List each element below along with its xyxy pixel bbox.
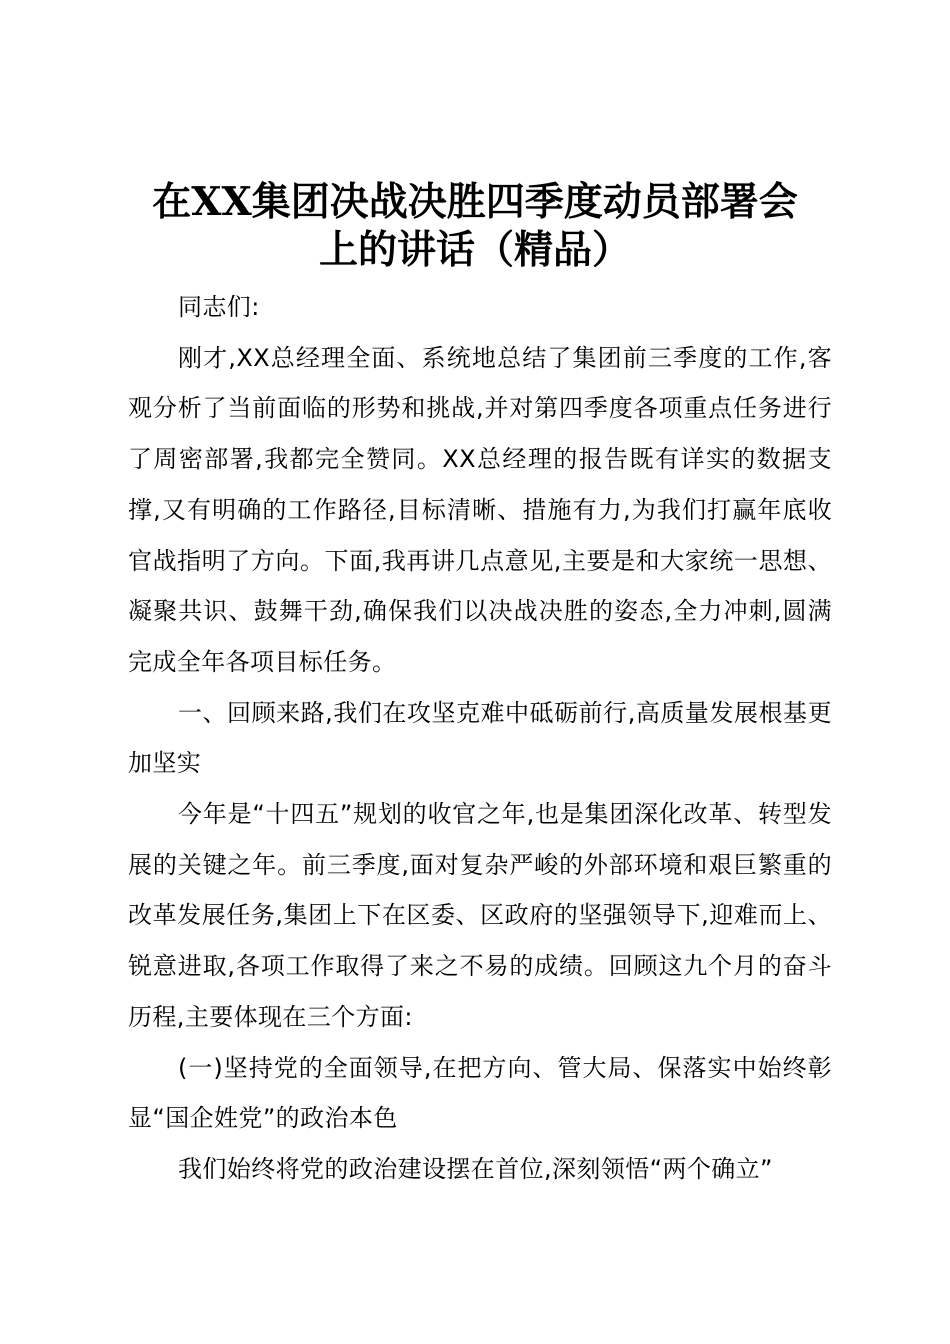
- subsection-heading-1: (一)坚持党的全面领导,在把方向、管大局、保落实中始终彰显“国企姓党”的政治本色: [128, 1053, 832, 1133]
- section-heading-1: 一、回顾来路,我们在攻坚克难中砥砺前行,高质量发展根基更加坚实: [128, 698, 832, 778]
- document-body: [128, 282, 832, 1195]
- title-line-1: 在XX集团决战决胜四季度动员部署会: [152, 179, 798, 225]
- document-title: [60, 178, 890, 274]
- paragraph-intro: 刚才,XX总经理全面、系统地总结了集团前三季度的工作,客观分析了当前面临的形势和挑战,并对第四季度各项重点任务进行了周密部署,我都完全赞同。XX总经理的报告既有详实的数据支撑,又有明确的工作路径,目标清晰、措施有力,为我们打赢年底收官战指明了方向。下面,我再讲几点意见,主要是和大家统一思想、凝聚共识、鼓舞干劲,确保我们以决战决胜的姿态,全力冲刺,圆满完成全年各项目标任务。: [128, 343, 832, 676]
- title-line-2: 上的讲话（精品）: [318, 227, 631, 273]
- paragraph-review: 今年是“十四五”规划的收官之年,也是集团深化改革、转型发展的关键之年。前三季度,面对复杂严峻的外部环境和艰巨繁重的改革发展任务,集团上下在区委、区政府的坚强领导下,迎难而上、锐意进取,各项工作取得了来之不易的成绩。回顾这九个月的奋斗历程,主要体现在三个方面:: [128, 800, 832, 1031]
- paragraph-party-building: 我们始终将党的政治建设摆在首位,深刻领悟“两个确立”: [178, 1154, 773, 1183]
- salutation: 同志们:: [178, 293, 260, 321]
